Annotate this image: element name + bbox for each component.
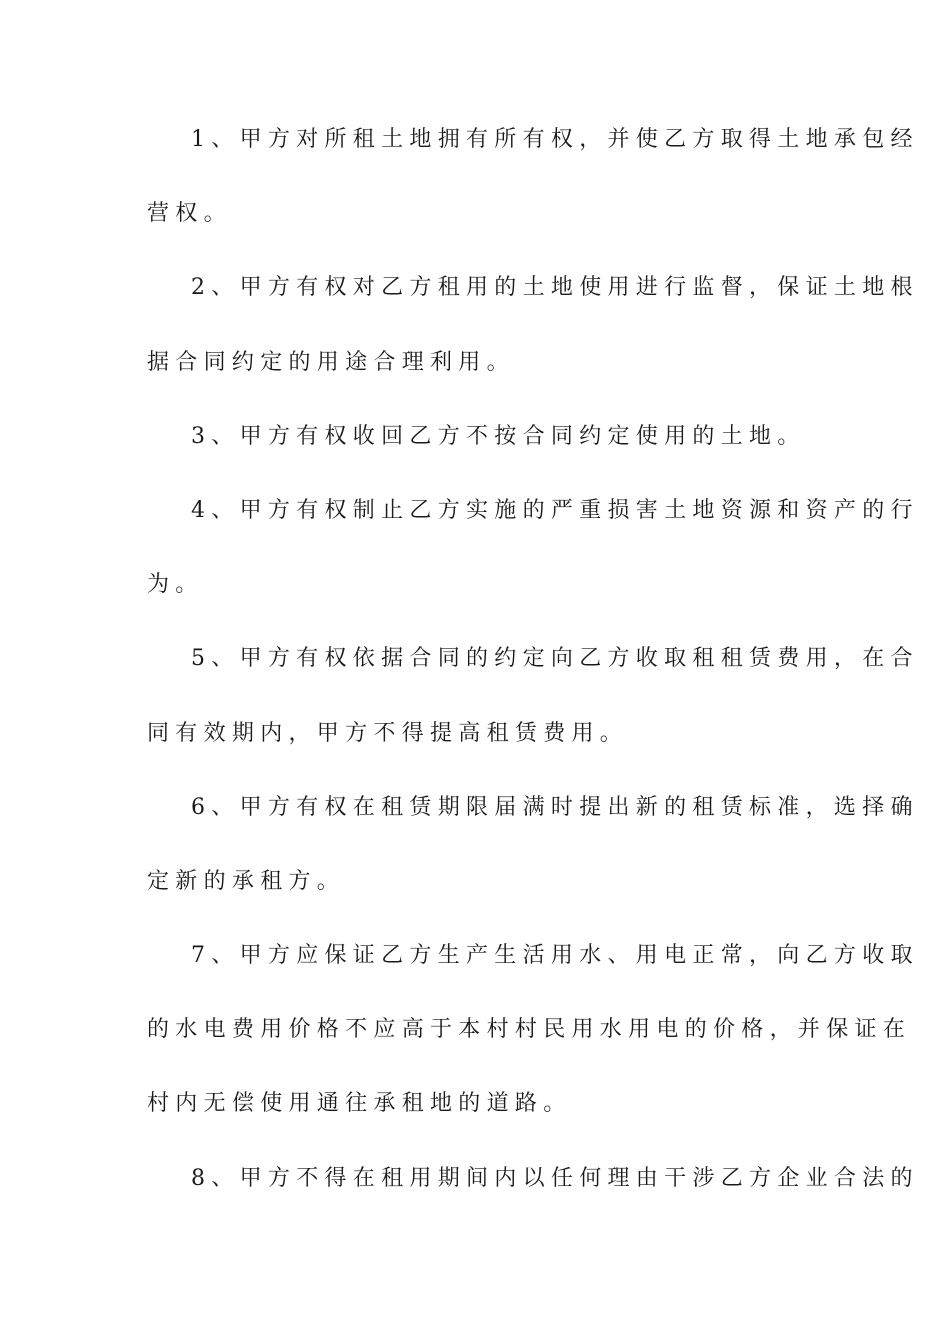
document-body (147, 127, 919, 1241)
clause-5-line-2: 同有效期内，甲方不得提高租赁费用。 (147, 720, 629, 746)
clause-7-line-2: 的水电费用价格不应高于本村村民用水用电的价格，并保证在 (147, 1017, 912, 1043)
clause-5-line-1: 5、甲方有权依据合同的约定向乙方收取租租赁费用，在合 (191, 646, 919, 672)
clause-2-line-2: 据合同约定的用途合理利用。 (147, 349, 515, 375)
clause-7-line-1: 7、甲方应保证乙方生产生活用水、用电正常，向乙方收取 (191, 943, 919, 969)
clause-4-line-1: 4、甲方有权制止乙方实施的严重损害土地资源和资产的行 (191, 497, 919, 523)
clause-2-line-1: 2、甲方有权对乙方租用的土地使用进行监督，保证土地根 (191, 275, 919, 301)
clause-3-line-1: 3、甲方有权收回乙方不按合同约定使用的土地。 (191, 423, 806, 449)
clause-4-line-2: 为。 (147, 572, 204, 598)
clause-1-line-1: 1、甲方对所租土地拥有所有权，并使乙方取得土地承包经 (191, 127, 919, 152)
clause-6-line-2: 定新的承租方。 (147, 868, 346, 894)
clause-8-line-1: 8、甲方不得在租用期间内以任何理由干涉乙方企业合法的 (191, 1165, 919, 1191)
clause-1-line-2: 营权。 (147, 201, 232, 227)
clause-7-line-3: 村内无偿使用通往承租地的道路。 (147, 1091, 572, 1117)
clause-6-line-1: 6、甲方有权在租赁期限届满时提出新的租赁标准，选择确 (191, 794, 919, 820)
